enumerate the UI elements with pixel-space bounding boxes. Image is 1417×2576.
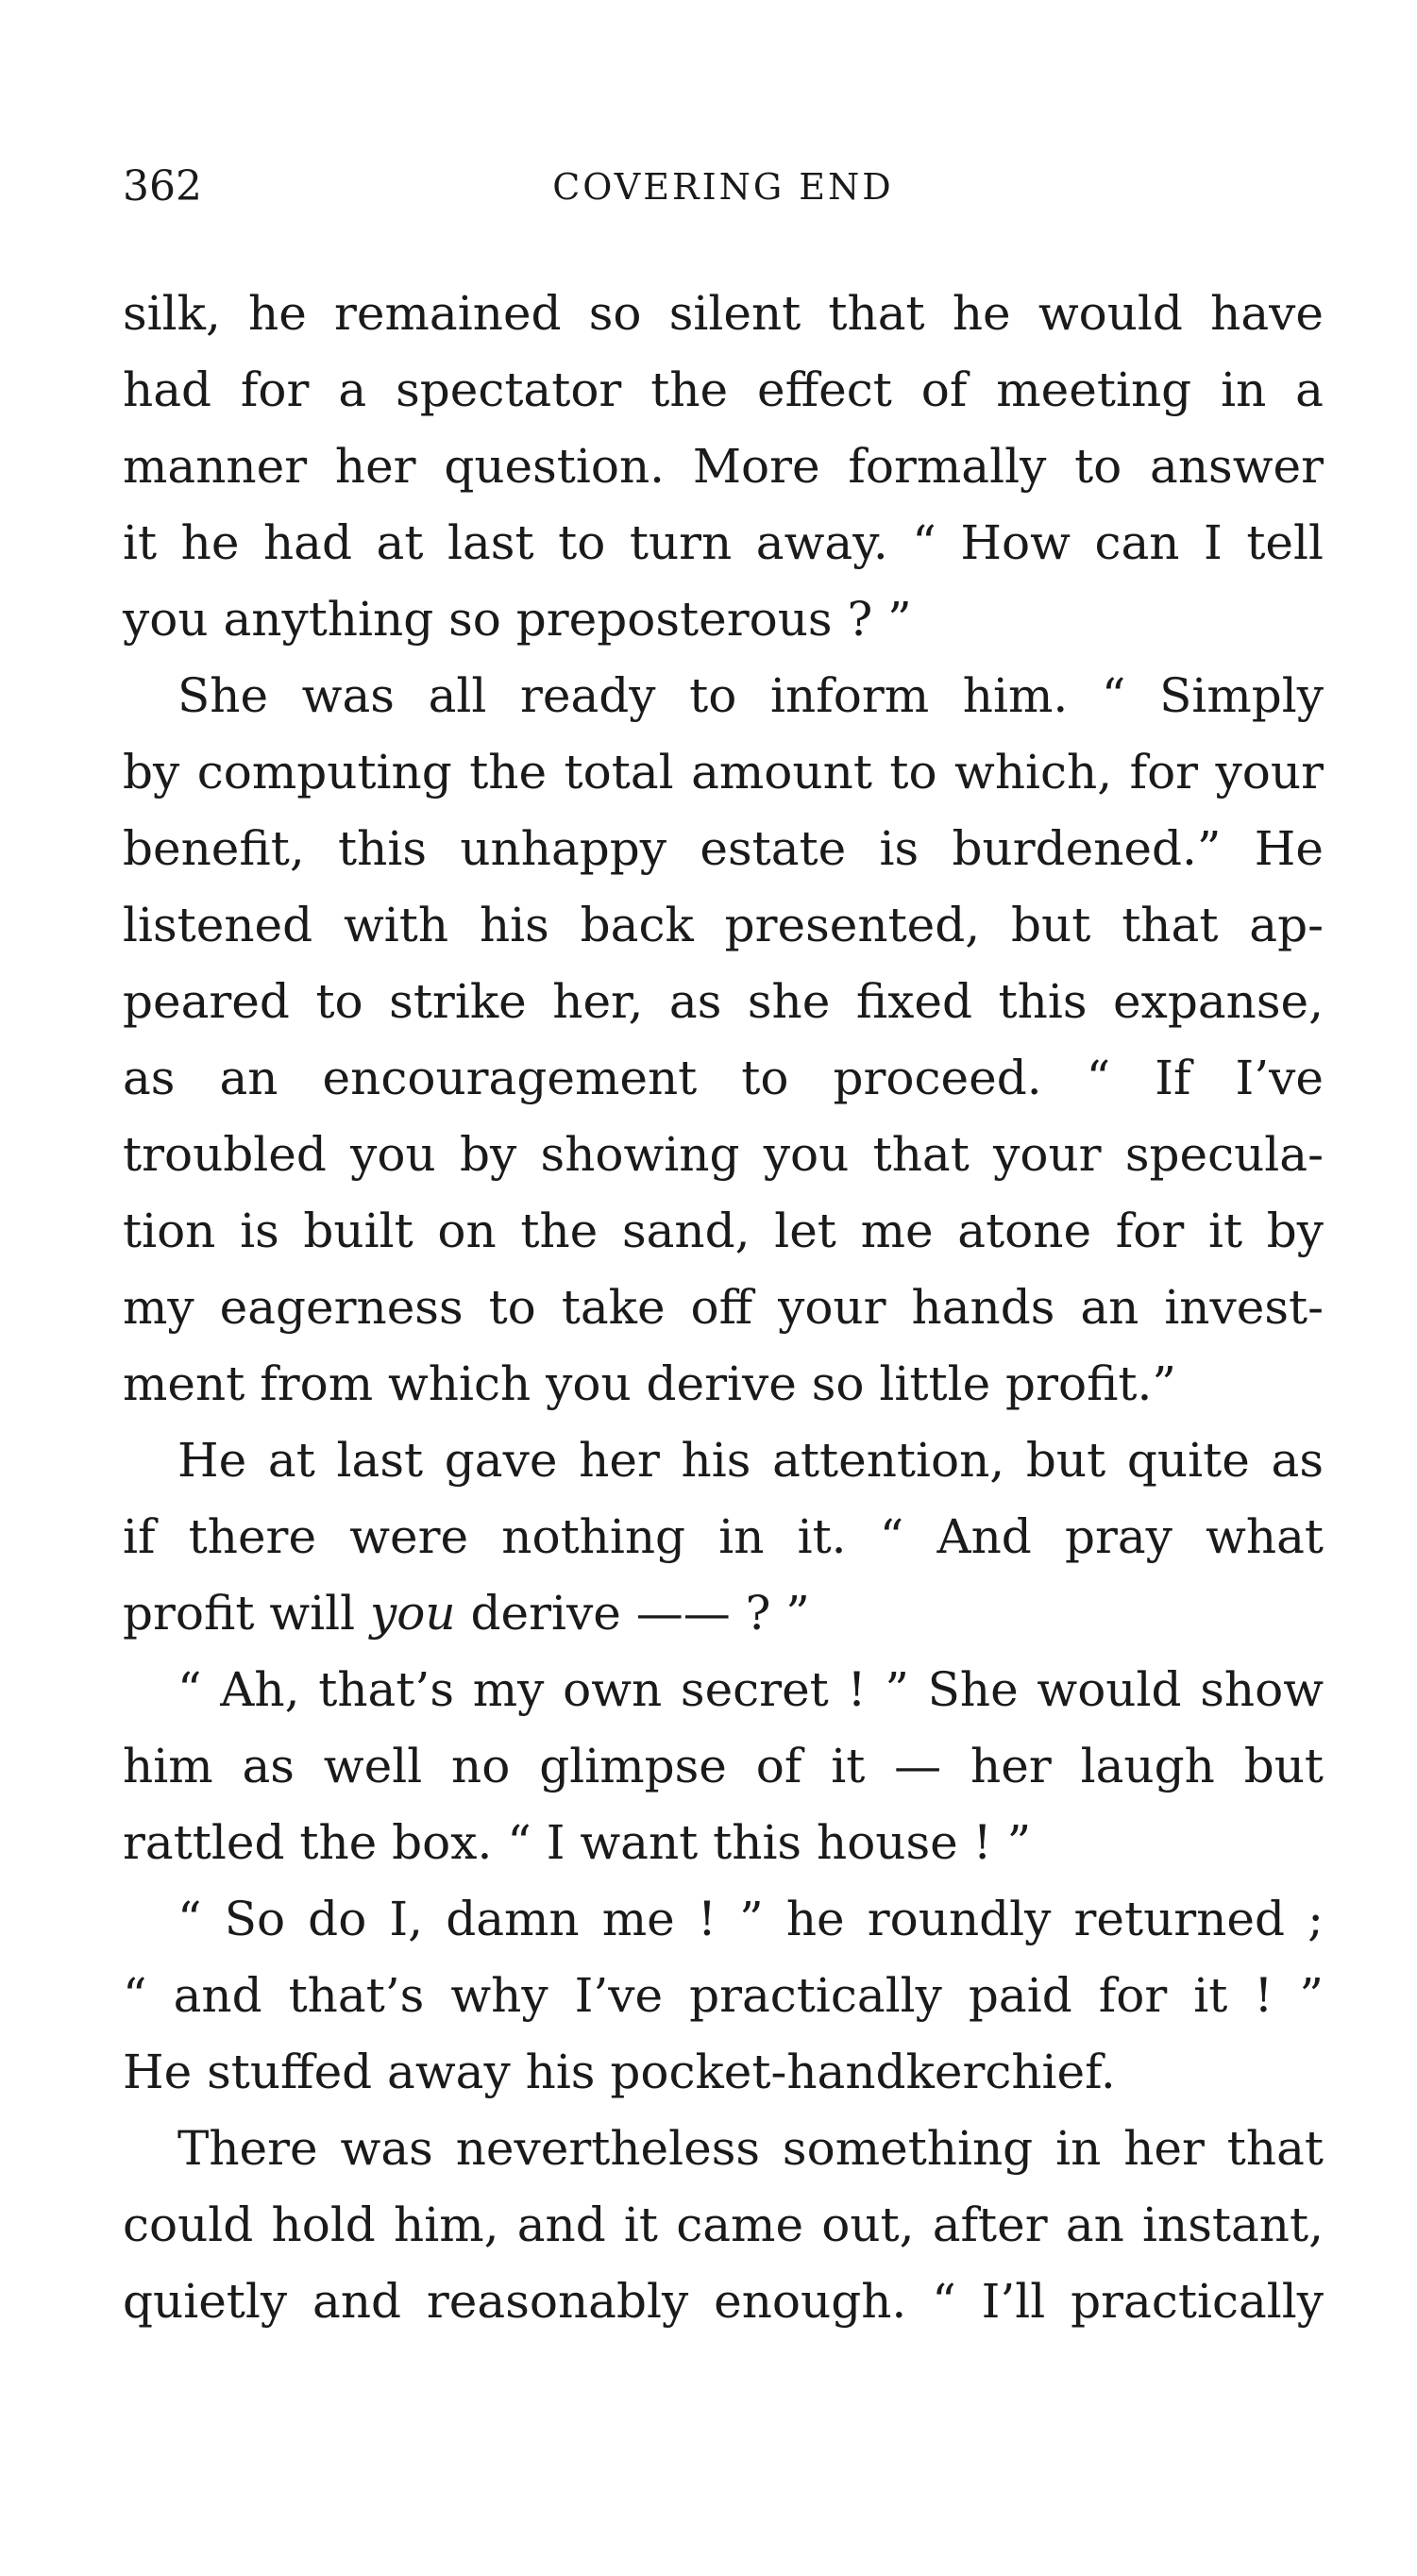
text-line: “ So do I, damn me ! ” he roundly returned ; bbox=[177, 1892, 1324, 1946]
text-line: ment from which you derive so little profit.” bbox=[123, 1356, 1176, 1411]
text-line: She was all ready to inform him. “ Simply bbox=[177, 668, 1324, 723]
text-line: manner her question. More formally to answer bbox=[123, 439, 1324, 494]
text-line: He stuffed away his pocket-handkerchief. bbox=[123, 2045, 1116, 2099]
text-line: as an encouragement to proceed. “ If I’ve bbox=[123, 1051, 1324, 1105]
text-line: had for a spectator the effect of meeting in a bbox=[123, 362, 1324, 417]
emphasis-you: you bbox=[370, 1586, 456, 1641]
text-line: him as well no glimpse of it — her laugh but bbox=[123, 1739, 1324, 1793]
text-line: rattled the box. “ I want this house ! ” bbox=[123, 1815, 1032, 1870]
text-line: He at last gave her his attention, but quite as bbox=[177, 1433, 1324, 1488]
text-line: There was nevertheless something in her that bbox=[177, 2121, 1324, 2176]
text-line: it he had at last to turn away. “ How can I tell bbox=[123, 515, 1324, 570]
text-line: could hold him, and it came out, after an instant, bbox=[123, 2197, 1324, 2252]
running-head bbox=[123, 159, 1324, 215]
text-line: by computing the total amount to which, for your bbox=[123, 745, 1324, 800]
text-line: silk, he remained so silent that he would have bbox=[123, 286, 1324, 341]
text-line: tion is built on the sand, let me atone for it by bbox=[123, 1204, 1324, 1258]
body-text bbox=[123, 276, 1324, 2340]
page-number: 362 bbox=[123, 162, 202, 210]
text-line: quietly and reasonably enough. “ I’ll practically bbox=[123, 2274, 1324, 2329]
text-line: troubled you by showing you that your specula- bbox=[123, 1127, 1324, 1182]
text-line: “ Ah, that’s my own secret ! ” She would show bbox=[177, 1662, 1324, 1717]
text-line: profit will you derive —— ? ” bbox=[123, 1586, 810, 1641]
text-line: if there were nothing in it. “ And pray what bbox=[123, 1509, 1324, 1564]
text-line: peared to strike her, as she fixed this expanse, bbox=[123, 974, 1324, 1029]
text-line: you anything so preposterous ? ” bbox=[123, 592, 912, 647]
text-line: listened with his back presented, but that ap- bbox=[123, 898, 1324, 952]
text-line: benefit, this unhappy estate is burdened.” He bbox=[123, 821, 1324, 876]
running-title: COVERING END bbox=[552, 166, 894, 208]
text-line: “ and that’s why I’ve practically paid for it ! ” bbox=[123, 1968, 1324, 2023]
text-line: my eagerness to take off your hands an invest- bbox=[123, 1280, 1324, 1335]
